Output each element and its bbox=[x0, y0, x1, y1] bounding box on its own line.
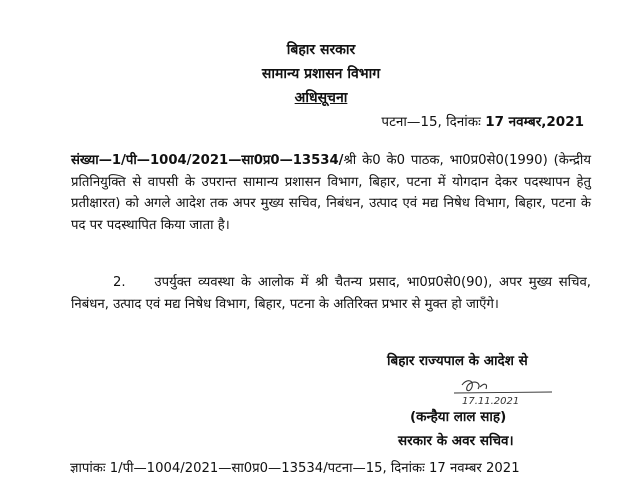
reference-number: संख्या—1/पी—1004/2021—सा0प्र0—13534/ bbox=[71, 153, 344, 168]
signatory-name: (कन्हैया लाल साह) bbox=[410, 409, 507, 425]
paragraph-2-number: 2. bbox=[113, 275, 126, 290]
dateline bbox=[381, 112, 584, 130]
dateline-place: पटना—15, दिनांकः bbox=[381, 114, 481, 130]
notification-title: अधिसूचना bbox=[294, 90, 348, 106]
signature-mark bbox=[448, 377, 558, 407]
order-line: बिहार राज्यपाल के आदेश से bbox=[387, 353, 528, 369]
memo-number: ज्ञापांकः 1/पी—1004/2021—सा0प्र0—13534/पटना—15, दिनांकः 17 नवम्बर 2021 bbox=[70, 461, 520, 476]
department-title: सामान्य प्रशासन विभाग bbox=[261, 66, 381, 82]
govt-title: बिहार सरकार bbox=[286, 42, 356, 58]
dateline-date: 17 नवम्बर,2021 bbox=[485, 114, 584, 130]
paragraph-1 bbox=[71, 150, 591, 236]
signatory-designation: सरकार के अवर सचिव। bbox=[398, 433, 514, 449]
paragraph-1-text: श्री के0 के0 पाठक, भा0प्र0से0(1990) (केन्द्रीय प्रतिनियुक्ति से वापसी के उपरान्त सामान्य प्रशासन विभाग, बिहार, पटना में योगदान देकर पदस्थापन हेतु प्रतीक्षारत) को अगले आदेश तक अपर मुख्य सचिव, निबंधन, उत्पाद एवं मद्य निषेध विभाग, बिहार, पटना के पद पर पदस्थापित किया जाता है। bbox=[71, 153, 591, 233]
signature-date: 17.11.2021 bbox=[462, 396, 520, 407]
paragraph-2 bbox=[71, 272, 591, 315]
paragraph-2-text: उपर्युक्त व्यवस्था के आलोक में श्री चैतन्य प्रसाद, भा0प्र0से0(90), अपर मुख्य सचिव, निबंधन, उत्पाद एवं मद्य निषेध विभाग, बिहार, पटना के अतिरिक्त प्रभार से मुक्त हो जाएँगे। bbox=[71, 275, 591, 312]
